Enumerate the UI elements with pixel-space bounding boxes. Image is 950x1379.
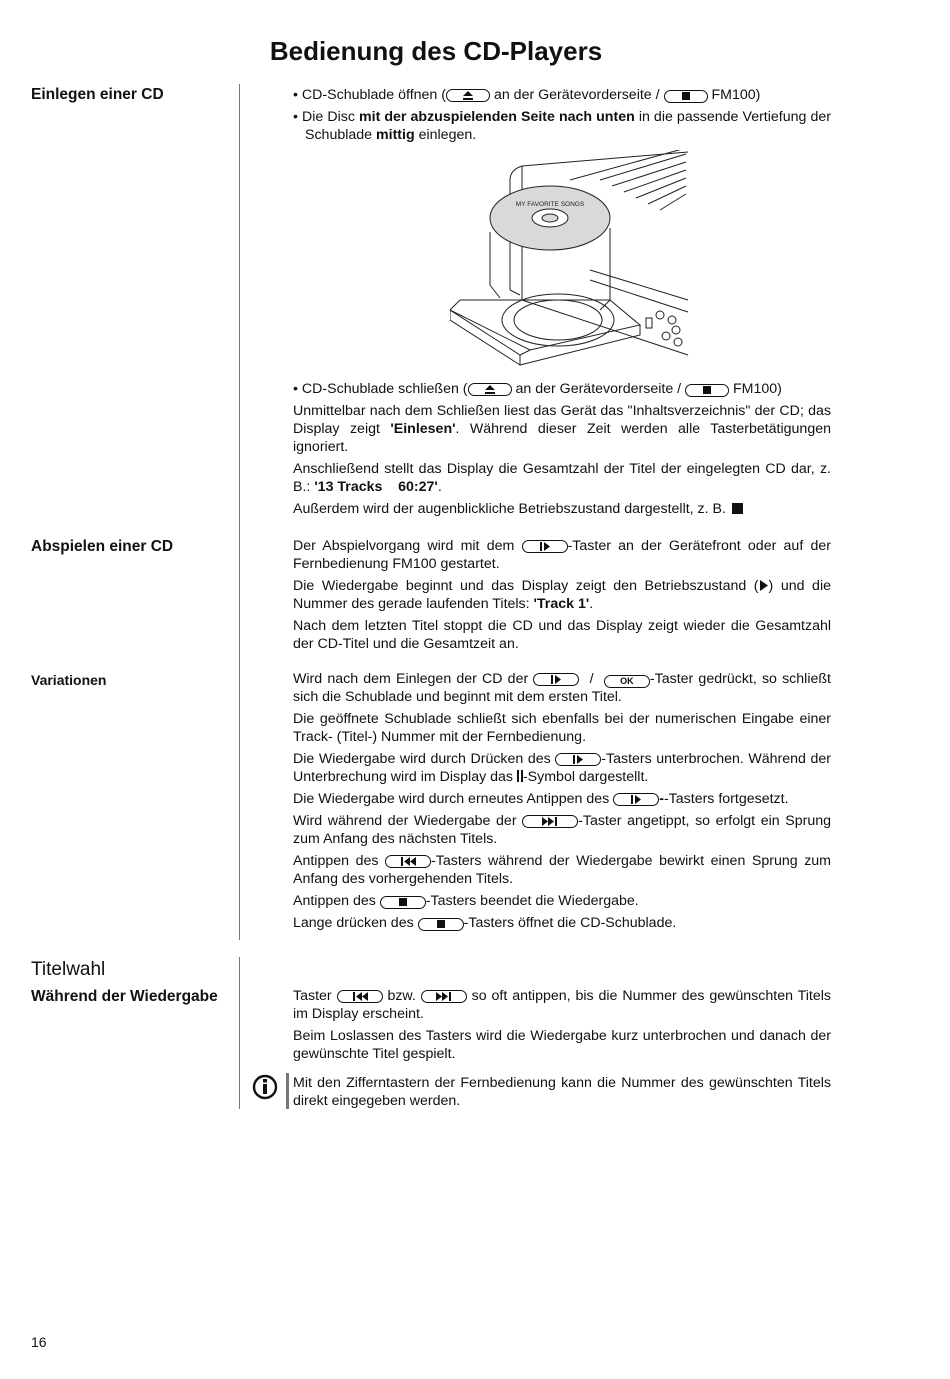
para-playback-begins: Die Wiedergabe beginnt und das Display zeigt den Betriebszustand ( ) und die Nummer des gerade laufenden Titels: 'Track 1'. (293, 578, 831, 612)
bullet-insert-disc: • Die Disc mit der abzuspielenden Seite nach unten in die passende Vertiefung der Schublade mittig einlegen. (293, 109, 831, 143)
play-state-icon (759, 580, 769, 591)
ok-button-icon: OK (604, 675, 650, 688)
info-note: Mit den Zifferntastern der Fernbedienung kann die Nummer des gewünschten Titels direkt eingegeben werden. (293, 1075, 831, 1109)
info-icon (252, 1074, 278, 1100)
stop-button-icon (664, 90, 708, 103)
stop-button-icon (380, 896, 426, 909)
next-track-button-icon (421, 990, 467, 1003)
para-next-track: Wird während der Wiedergabe der -Taster angetippt, so erfolgt ein Sprung zum Anfang des nächsten Titels. (293, 813, 832, 847)
play-pause-button-icon (555, 753, 601, 766)
page-title: Bedienung des CD-Players (269, 36, 603, 66)
play-pause-button-icon (533, 673, 579, 686)
para-start-playback: Der Abspielvorgang wird mit dem -Taster an der Gerätefront oder auf der Fernbedienung FM100 gestartet. (293, 538, 831, 572)
para-state: Außerdem wird der augenblickliche Betriebszustand dargestellt, z. B. (293, 500, 831, 518)
next-track-button-icon (522, 815, 578, 828)
page-number: 16 (31, 1334, 47, 1350)
para-variation-start: Wird nach dem Einlegen der CD der / OK -Taster gedrückt, so schließt sich die Schublade und beginnt mit dem ersten Titel. (293, 671, 831, 705)
para-skip-buttons: Taster bzw. so oft antippen, bis die Nummer des gewünschten Titels im Display erscheint. (293, 988, 831, 1022)
previous-track-button-icon (385, 855, 431, 868)
stop-button-icon (685, 384, 729, 397)
heading-titelwahl: Titelwahl (31, 959, 106, 980)
subheading-waehrend: Während der Wiedergabe (31, 988, 218, 1005)
para-pause: Die Wiedergabe wird durch Drücken des -Tasters unterbrochen. Während der Unterbrechung wird im Display das -Symbol dargestellt. (293, 751, 831, 785)
para-total-tracks: Anschließend stellt das Display die Gesamtzahl der Titel der eingelegten CD dar, z. B.: '13 Tracks 60:27'. (293, 461, 831, 495)
stop-button-icon (418, 918, 464, 931)
cd-tray-illustration (450, 150, 690, 372)
section-close-tray (293, 380, 831, 522)
section-divider (239, 84, 240, 940)
play-pause-button-icon (522, 540, 568, 553)
eject-button-icon (446, 89, 490, 102)
info-bar (286, 1073, 289, 1109)
eject-button-icon (468, 383, 512, 396)
section-variationen (293, 670, 831, 936)
para-reading-toc: Unmittelbar nach dem Schließen liest das Gerät das "Inhaltsverzeichnis" der CD; das Display zeigt 'Einlesen'. Während dieser Zeit werden alle Tasterbetätigungen ignoriert. (293, 403, 831, 455)
section-divider (239, 957, 240, 1109)
section-abspielen (293, 537, 831, 657)
para-last-title: Nach dem letzten Titel stoppt die CD und das Display zeigt wieder die Gesamtzahl der CD-Titel und die Gesamtzeit an. (293, 618, 831, 652)
para-numeric-entry: Die geöffnete Schublade schließt sich ebenfalls bei der numerischen Eingabe einer Track- (Titel-) Nummer mit der Fernbedienung. (293, 711, 831, 745)
heading-einlegen: Einlegen einer CD (31, 86, 164, 103)
heading-abspielen: Abspielen einer CD (31, 538, 174, 555)
disc-label: MY FAVORITE SONGS (515, 201, 585, 208)
para-release: Beim Loslassen des Tasters wird die Wiedergabe kurz unterbrochen und danach der gewünschte Titel gespielt. (293, 1028, 831, 1062)
para-prev-track: Antippen des -Tasters während der Wiedergabe bewirkt einen Sprung zum Anfang des vorhergehenden Titels. (293, 853, 831, 887)
para-stop: Antippen des -Tasters beendet die Wiedergabe. (293, 893, 639, 909)
play-pause-button-icon (613, 793, 659, 806)
previous-track-button-icon (337, 990, 383, 1003)
section-titelwahl (293, 987, 831, 1067)
para-resume: Die Wiedergabe wird durch erneutes Antippen des --Tasters fortgesetzt. (293, 791, 789, 807)
bullet-close-tray: • CD-Schublade schließen ( an der Gerätevorderseite / FM100) (293, 381, 782, 397)
section-einlegen (293, 86, 831, 148)
heading-variationen: Variationen (31, 672, 107, 688)
para-long-press: Lange drücken des -Tasters öffnet die CD-Schublade. (293, 915, 677, 931)
stop-state-icon (732, 503, 743, 514)
bullet-open-tray: • CD-Schublade öffnen ( an der Gerätevorderseite / FM100) (293, 87, 761, 103)
